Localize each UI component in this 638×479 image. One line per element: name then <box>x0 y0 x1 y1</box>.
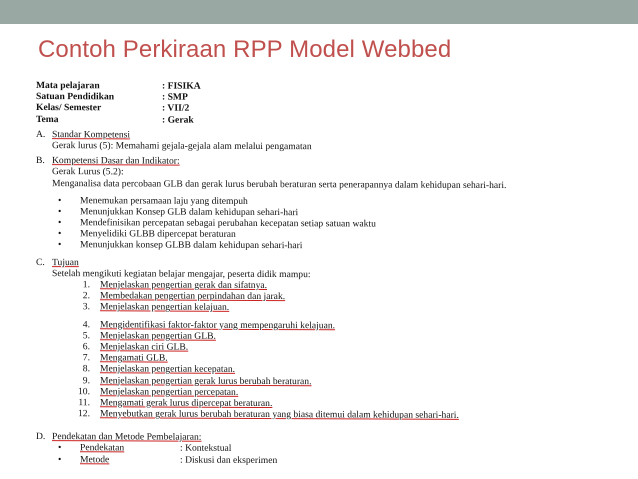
section-c <box>36 257 596 422</box>
section-d <box>36 431 596 467</box>
section-heading: Pendekatan dan Metode Pembelajaran: <box>52 431 202 443</box>
list-item: 2. Membedakan pengertian perpindahan dan jarak. <box>82 290 286 303</box>
list-item: • Menunjukkan Konsep GLB dalam kehidupan sehari-hari <box>58 205 299 219</box>
bullet-icon: • <box>58 205 62 217</box>
bullet-icon: • <box>58 239 62 251</box>
section-text: Menganalisa data percobaan GLB dan gerak lurus berubah beraturan serta penerapannya dalam kehidupan sehari-hari. <box>52 177 507 191</box>
list-item: 4. Mengidentifikasi faktor-faktor yang mempengaruhi kelajuan. <box>82 318 336 331</box>
section-a <box>36 129 596 154</box>
section-letter: B. <box>36 155 45 167</box>
list-item: • Metode : Diskusi dan eksperimen <box>58 453 278 466</box>
list-item: • Pendekatan : Kontekstual <box>58 442 232 455</box>
bullet-icon: • <box>58 194 62 206</box>
meta-row: Kelas/ Semester : VII/2 <box>36 102 190 115</box>
list-item: 10. Menjelaskan pengertian percepatan. <box>78 385 239 398</box>
list-item: • Menyelidiki GLBB dipercepat beraturan <box>58 228 236 241</box>
section-b <box>36 155 596 253</box>
bullet-icon: • <box>58 453 62 465</box>
list-item: 1. Menjelaskan pengertian gerak dan sifatnya. <box>82 279 268 292</box>
bullet-icon: • <box>58 217 62 229</box>
list-item: • Mendefinisikan percepatan sebagai perubahan kecepatan setiap satuan waktu <box>58 217 376 230</box>
section-letter: D. <box>36 431 46 443</box>
list-item: • Menunjukkan konsep GLBB dalam kehidupan sehari-hari <box>58 239 303 252</box>
meta-row: Tema : Gerak <box>36 113 194 126</box>
list-item: 12. Menyebutkan gerak lurus berubah beraturan yang biasa ditemui dalam kehidupan sehari-hari. <box>78 408 459 421</box>
section-letter: A. <box>36 128 46 140</box>
list-item: 8. Menjelaskan pengertian kecepatan. <box>82 363 236 376</box>
document-scan <box>36 80 596 467</box>
bullet-icon: • <box>58 228 62 240</box>
bullet-icon: • <box>58 442 62 454</box>
section-text: Setelah mengikuti kegiatan belajar mengajar, peserta didik mampu: <box>52 267 311 281</box>
section-heading: Kompetensi Dasar dan Indikator: <box>52 155 180 167</box>
slide-title: Contoh Perkiraan RPP Model Webbed <box>38 36 452 63</box>
meta-row: Satuan Pendidikan : SMP <box>36 91 188 103</box>
section-subheading: Gerak Lurus (5.2): <box>52 166 124 178</box>
list-item: 11. Mengamati gerak lurus dipercepat beraturan. <box>78 397 273 409</box>
list-item: • Menemukan persamaan laju yang ditempuh <box>58 194 248 207</box>
section-heading: Tujuan <box>52 256 79 268</box>
section-text: Gerak lurus (5): Memahami gejala-gejala alam melalui pengamatan <box>52 140 312 153</box>
meta-row: Mata pelajaran : FISIKA <box>36 80 201 92</box>
section-heading: Standar Kompetensi <box>52 128 131 141</box>
list-item: 6. Menjelaskan ciri GLB. <box>82 341 189 353</box>
metadata-block <box>36 80 596 127</box>
list-item: 9. Menjelaskan pengertian gerak lurus berubah beraturan. <box>82 374 312 387</box>
list-item: 3. Menjelaskan pengertian kelajuan. <box>82 301 230 314</box>
list-item: 5. Menjelaskan pengertian GLB. <box>82 329 216 342</box>
section-letter: C. <box>36 256 45 268</box>
top-accent-bar <box>0 0 638 24</box>
list-item: 7. Mengamati GLB. <box>82 352 168 364</box>
